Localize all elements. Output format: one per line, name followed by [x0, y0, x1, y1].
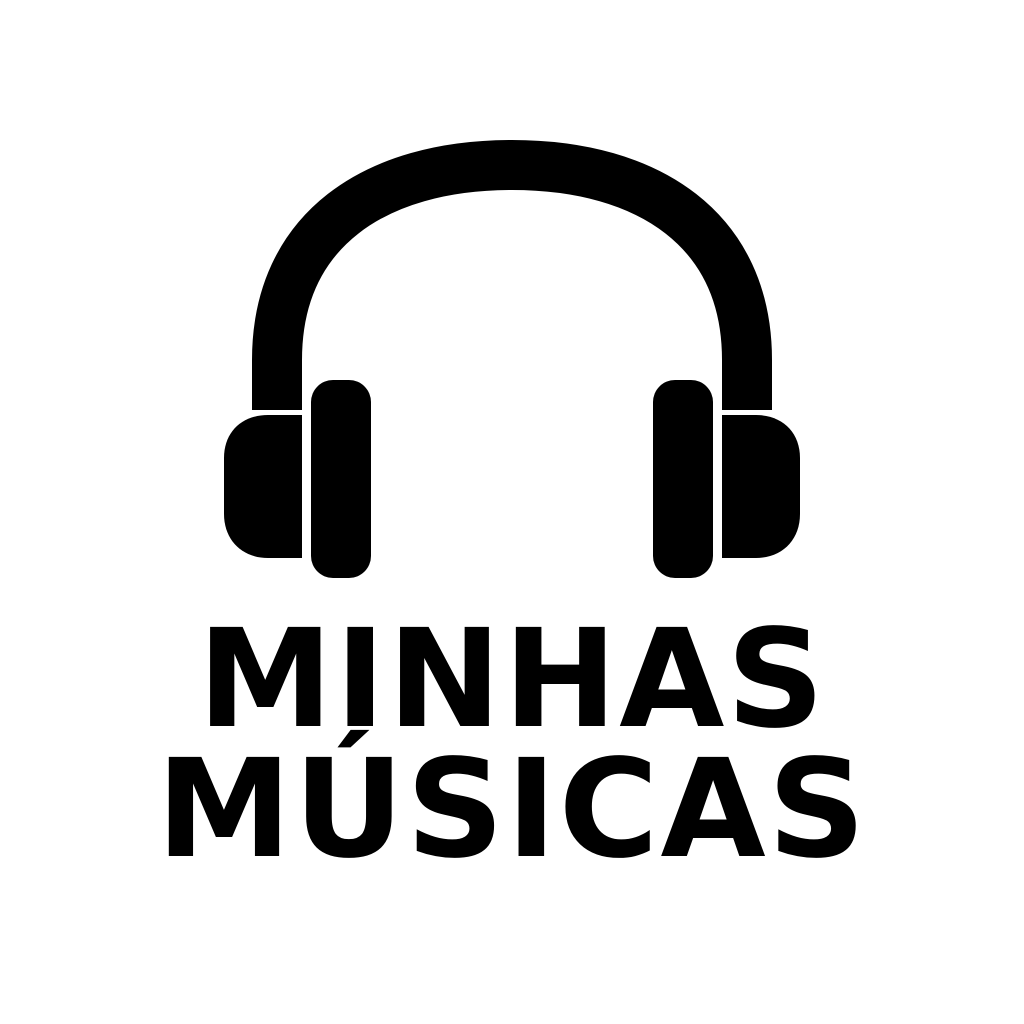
title-line-2: MÚSICAS	[156, 731, 868, 889]
right-ear-cushion	[653, 380, 713, 578]
headband	[277, 165, 747, 410]
right-ear-housing	[722, 415, 800, 558]
title-line-1: MINHAS	[197, 601, 827, 759]
left-ear-housing	[224, 415, 302, 558]
left-ear-cushion	[311, 380, 371, 578]
